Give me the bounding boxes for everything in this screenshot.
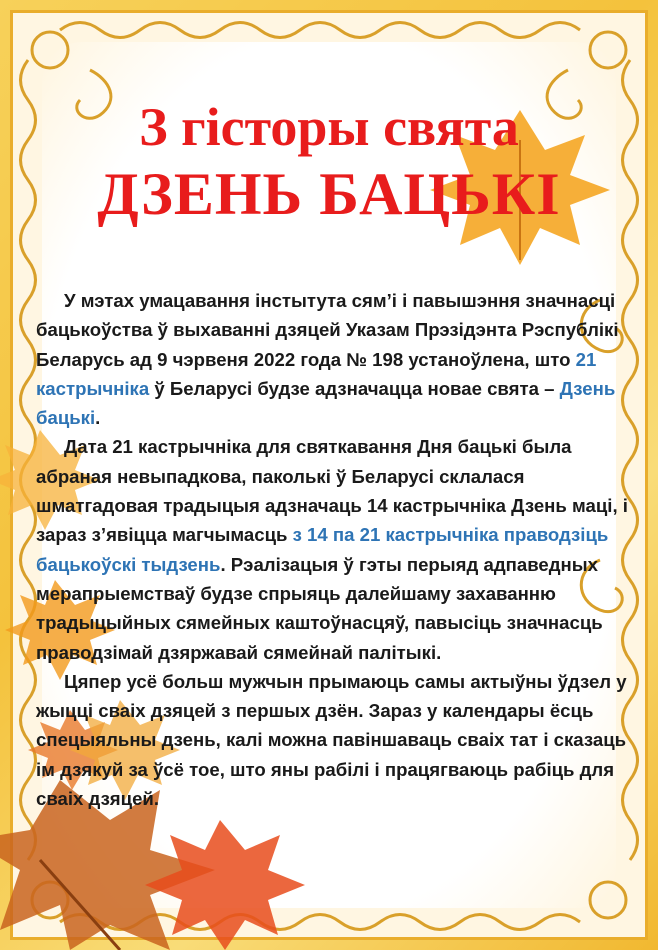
paragraph-text: ў Беларусі будзе адзначацца новае свята –: [149, 377, 560, 399]
article-body: [36, 286, 640, 813]
paragraph: [36, 432, 640, 666]
highlighted-text: з 14 па 21 кастрычніка праводзіць бацькоўскі тыдзень: [36, 524, 609, 575]
page-subtitle: ДЗЕНЬ БАЦЬКІ: [97, 161, 561, 227]
paragraph-text: .: [95, 407, 101, 429]
paragraph-text: У мэтах умацавання інстытута сям’і і павышэння значнасці бацькоўства ў выхаванні дзяцей Указам Прэзідэнта Рэспублікі Беларусь ад 9 чэрвеня 2022 года № 198 устаноўлена, што: [36, 290, 619, 370]
paragraph-text: . Рэалізацыя ў гэты перыяд адпаведных мерапрыемстваў будзе спрыяць далейшаму захаванню традыцыйных сямейных каштоўнасцяў, павысіць значнасць праводзімай дзяржавай сямейнай палітыкі.: [36, 553, 603, 663]
paragraph: [36, 667, 640, 813]
highlighted-text: 21 кастрычніка: [36, 348, 597, 399]
paragraph-text: Дата 21 кастрычніка для святкавання Дня бацькі была абраная невыпадкова, паколькі ў Беларусі склалася шматгадовая традыцыя адзначаць 14 кастрычніка Дзень маці, і зараз з’явіцца магчымасць: [36, 436, 628, 546]
paragraph-text: Цяпер усё больш мужчын прымаюць самы актыўны ўдзел у жыцці сваіх дзяцей з першых дзён. Зараз у календары ёсць спецыяльны дзень, калі можна павіншаваць сваіх тат і сказаць ім дзякуй за ўсё тое, што яны рабілі і працягваюць рабіць для сваіх дзяцей.: [36, 670, 627, 810]
page-title: З гісторы свята: [139, 97, 519, 157]
paragraph: [36, 286, 640, 432]
highlighted-text: Дзень бацькі: [36, 377, 616, 429]
